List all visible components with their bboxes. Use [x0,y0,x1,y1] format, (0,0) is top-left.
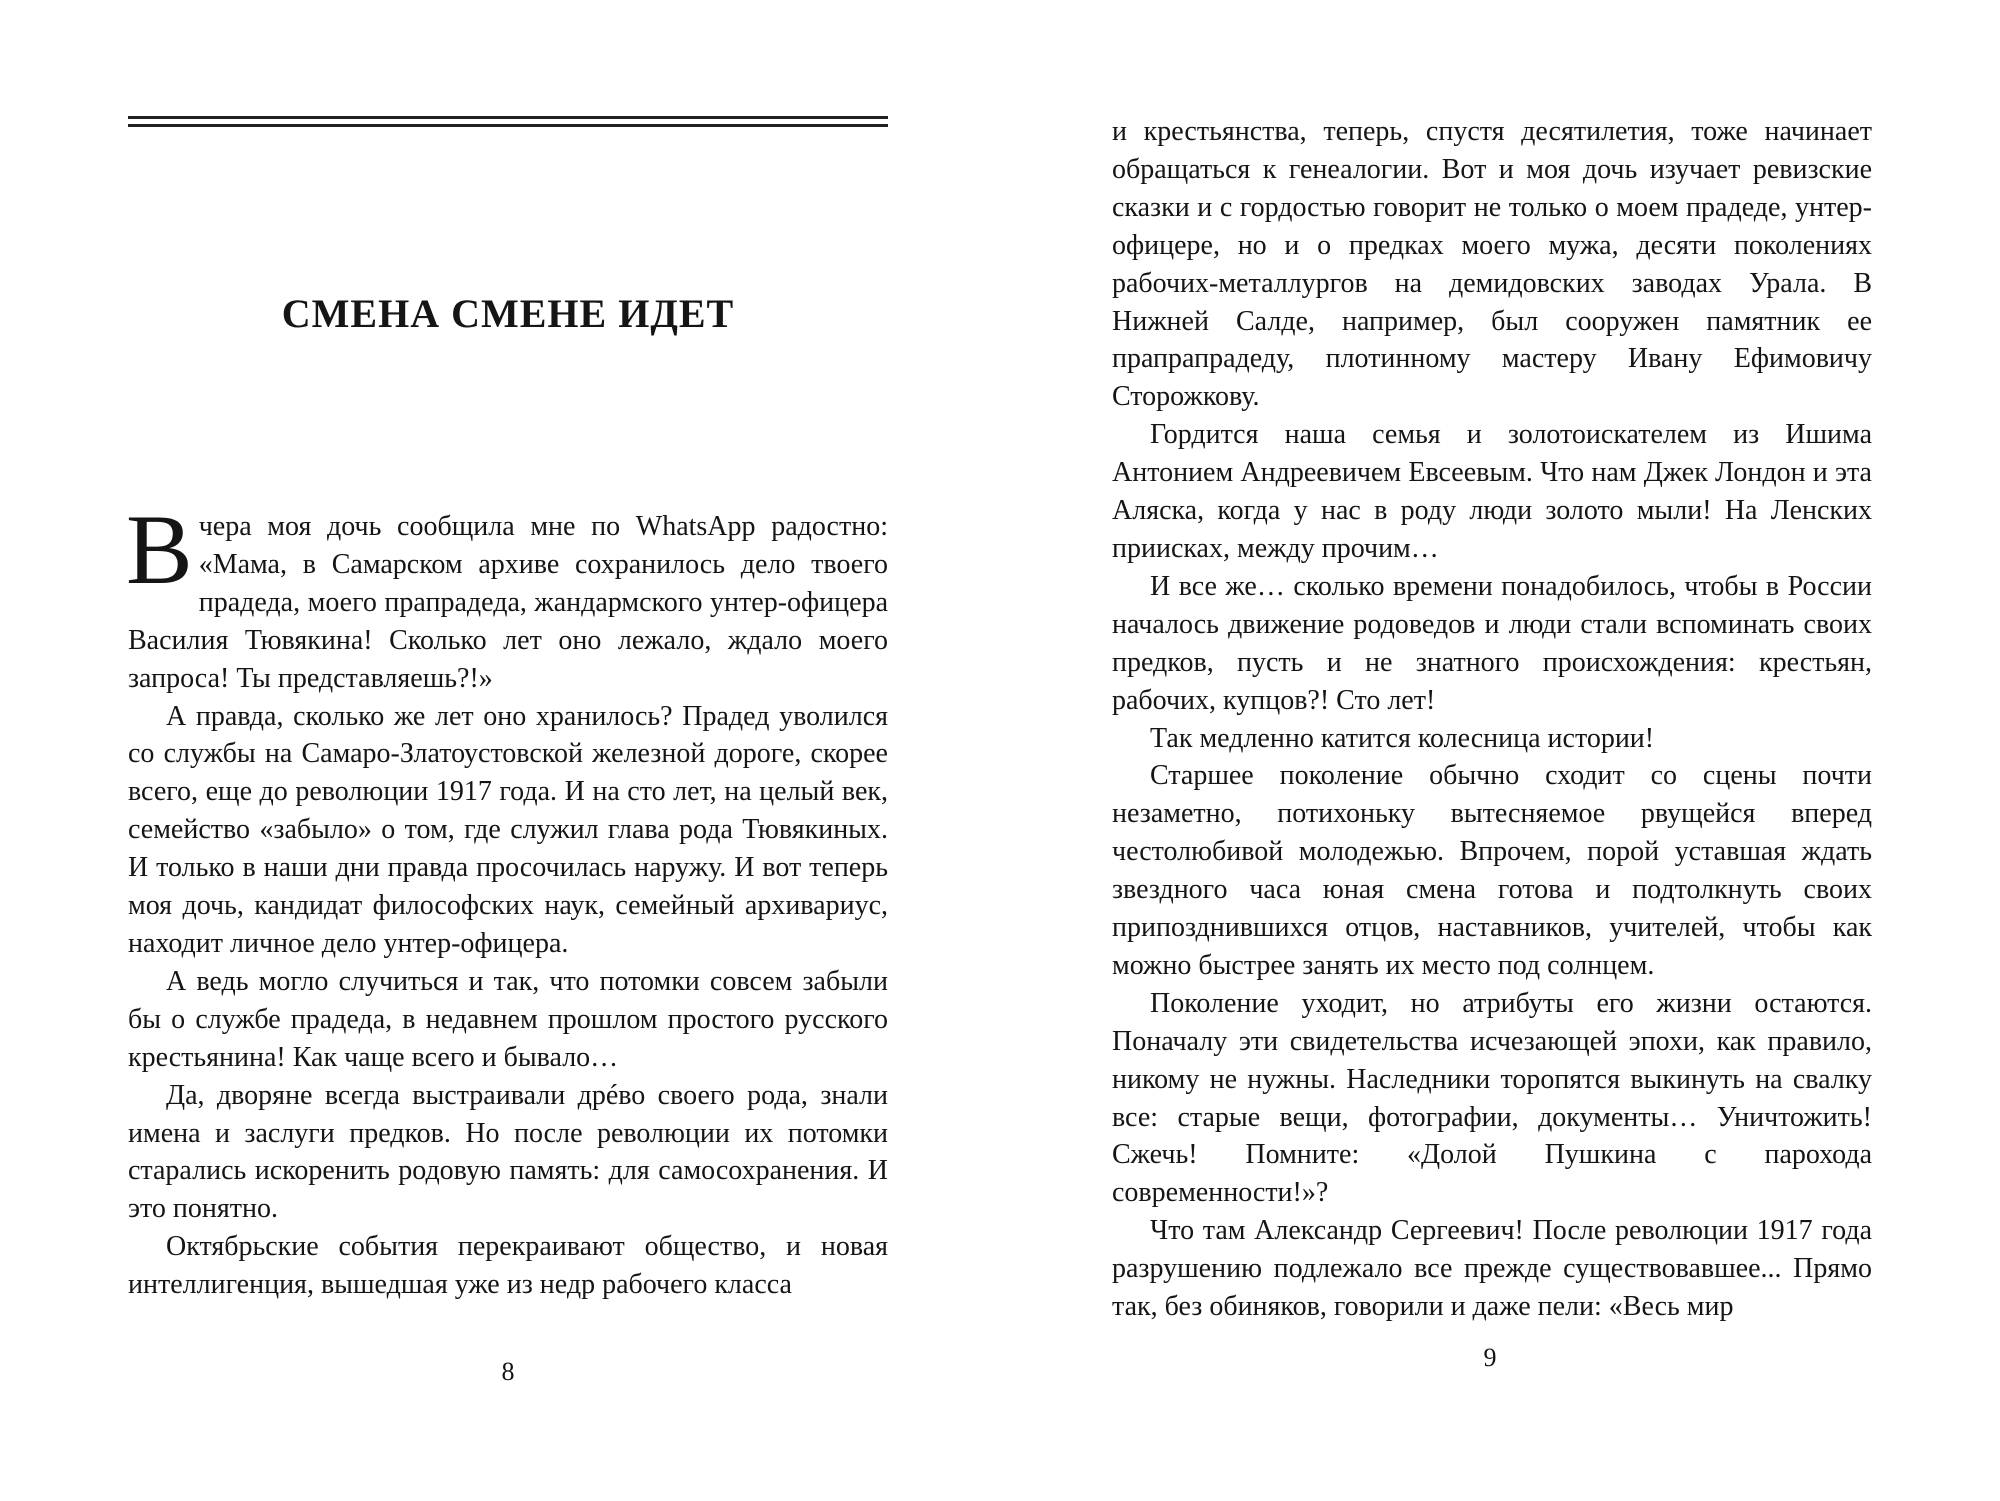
right-page [1000,0,2000,1501]
drop-cap: В [126,494,193,605]
header-rule-bottom [128,124,888,127]
paragraph: Что там Александр Сергеевич! После революции 1917 года разрушению подлежало все прежде существовавшее... Прямо так, без обиняков, говорили и даже пели: «Весь мир [1112,1215,1872,1323]
header-rule-top [128,116,888,119]
page-number: 9 [1483,1343,1497,1372]
paragraph: Гордится наша семья и золотоискателем из Ишима Антонием Андреевичем Евсеевым. Что нам Джек Лондон и эта Аляска, когда у нас в роду люди золото мыли! На Ленских приисках, между прочим… [1112,419,1872,564]
paragraph: Да, дворяне всегда выстраивали дрéво своего рода, знали имена и заслуги предков. Но после революции их потомки старались искоренить родовую память: для самосохранения. И это понятно. [128,1079,888,1225]
chapter-title: СМЕНА СМЕНЕ ИДЕТ [281,291,735,336]
paragraph: Так медленно катится колесница истории! [1150,722,1655,754]
page-number: 8 [501,1357,515,1386]
first-paragraph [126,494,888,698]
continuation-paragraph: и крестьянства, теперь, спустя десятилетия, тоже начинает обращаться к генеалогии. Вот и моя дочь изучает ревизские сказки и с гордостью говорит не только о моем прадеде, унтер-офицере, но и о предках моего мужа, десяти поколениях рабочих-металлургов на демидовских заводах Урала. В Нижней Салде, например, был сооружен памятник ее прапрапрадеду, плотинному мастеру Ивану Ефимовичу Сторожкову. [1112,116,1872,413]
paragraph: Октябрьские события перекраивают общество, и новая интеллигенция, вышедшая уже из недр рабочего класса [128,1231,888,1301]
paragraph: А правда, сколько же лет оно хранилось? Прадед уволился со службы на Самаро-Златоустовской железной дороге, скорее всего, еще до революции 1917 года. И на сто лет, на целый век, семейство «забыло» о том, где служил глава рода Тювякиных. И только в наши дни правда просочилась наружу. И вот теперь моя дочь, кандидат философских наук, семейный архивариус, находит личное дело унтер-офицера. [128,700,888,959]
right-body-text [1112,113,1872,1326]
paragraph: Старшее поколение обычно сходит со сцены почти незаметно, потихоньку вытесняемое рвущейся вперед честолюбивой молодежью. Впрочем, порой уставшая ждать звездного часа юная смена готова и подтолкнуть своих припозднившихся отцов, наставников, учителей, чтобы как можно быстрее занять их место под солнцем. [1112,760,1872,981]
first-paragraph-text: чера моя дочь сообщила мне по WhatsApp радостно: «Мама, в Самарском архиве сохранилось дело твоего прадеда, моего прапрадеда, жандармского унтер-офицера Василия Тювякина! Сколько лет оно лежало, ждало моего запроса! Ты представляешь?!» [128,511,888,694]
paragraph: Поколение уходит, но атрибуты его жизни остаются. Поначалу эти свидетельства исчезающей эпохи, как правило, никому не нужны. Наследники торопятся выкинуть на свалку все: старые вещи, фотографии, документы… Уничтожить! Сжечь! Помните: «Долой Пушкина с парохода современности!»? [1112,987,1872,1209]
paragraph: И все же… сколько времени понадобилось, чтобы в России началось движение родоведов и люди стали вспоминать своих предков, пусть и не знатного происхождения: крестьян, рабочих, купцов?! Сто лет! [1112,570,1872,716]
paragraph: А ведь могло случиться и так, что потомки совсем забыли бы о службе прадеда, в недавнем прошлом простого русского крестьянина! Как чаще всего и бывало… [128,965,888,1073]
left-body-text [126,494,888,1304]
